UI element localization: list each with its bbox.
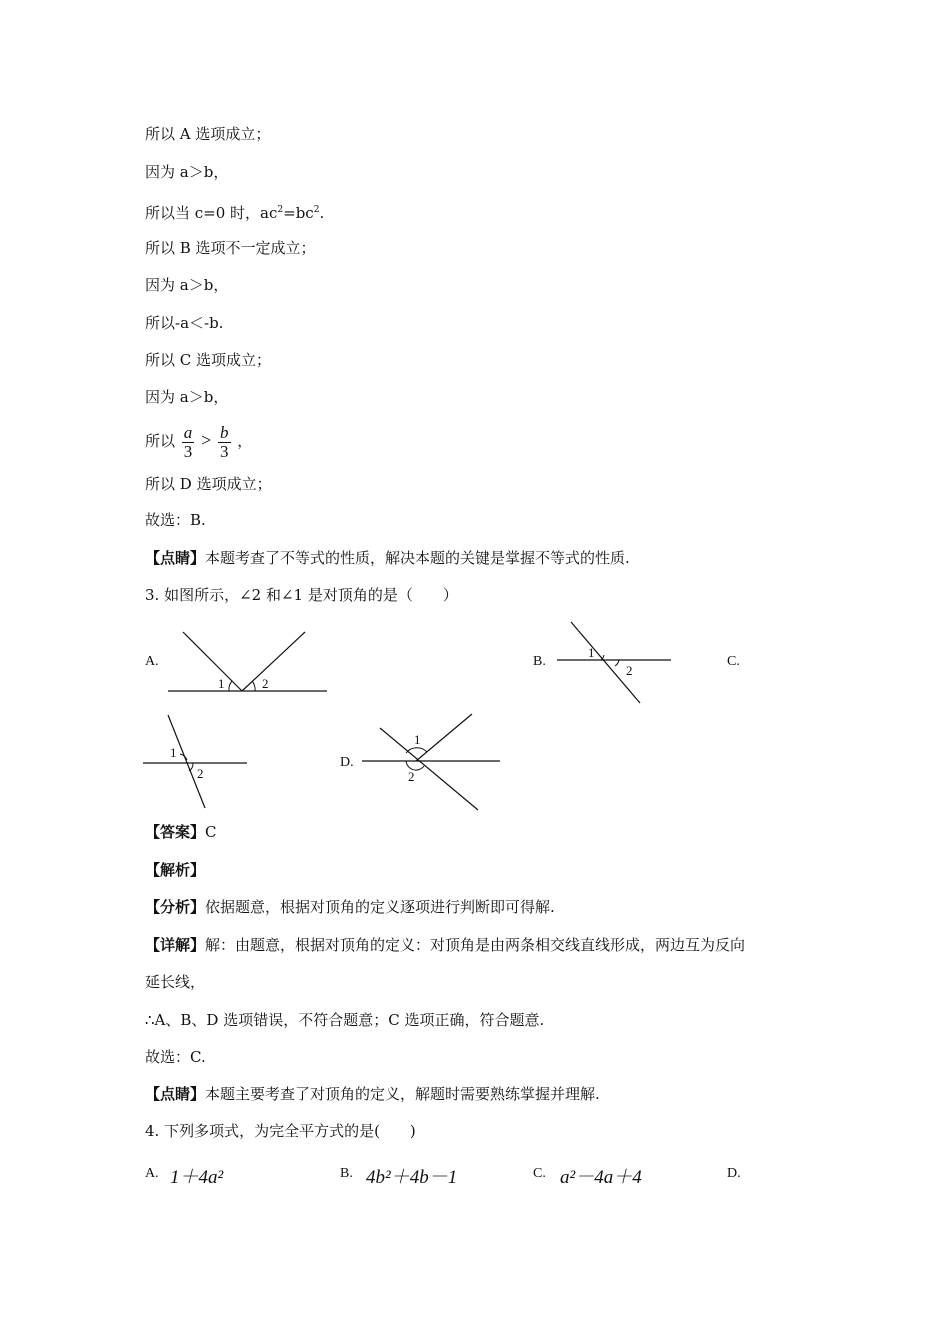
text-line: 故选：C. — [145, 1048, 206, 1066]
text-fragment: 依据题意，根据对顶角的定义逐项进行判断即可得解. — [205, 898, 555, 916]
text-fragment: 解：由题意，根据对顶角的定义：对顶角是由两条相交线直线形成，两边互为反向 — [205, 936, 746, 954]
question-3-stem: 3. 如图所示，∠2 和∠1 是对顶角的是（ ） — [145, 586, 458, 604]
option-a-expression: 1＋4a² — [170, 1167, 224, 1188]
angle-2-label: 2 — [197, 766, 204, 781]
text-line — [145, 935, 745, 955]
text-line: 所以 D 选项成立； — [145, 475, 272, 493]
figure-option-c — [143, 715, 247, 808]
text-fragment: 所以 — [145, 432, 176, 450]
option-b-expression: 4b²＋4b－1 — [366, 1167, 458, 1188]
text-fragment: =bc — [283, 204, 314, 222]
figure-option-a — [168, 632, 327, 691]
denominator: 3 — [220, 441, 229, 461]
text-line: 所以 C 选项成立； — [145, 351, 272, 369]
text-line: 所以 B 选项不一定成立； — [145, 239, 316, 257]
greater-than-sign: > — [201, 430, 212, 450]
text-line: 所以-a＜-b. — [145, 314, 224, 332]
exponent: 2 — [313, 205, 320, 215]
angle-1-label: 1 — [218, 676, 225, 691]
option-d-label: D. — [727, 1166, 741, 1181]
text-line: 所以 A 选项成立； — [145, 125, 271, 143]
angle-1-label: 1 — [170, 745, 177, 760]
text-line: 因为 a＞b， — [145, 388, 229, 406]
text-line — [145, 897, 555, 917]
option-d-label: D. — [340, 755, 354, 770]
section-tag: 【分析】 — [145, 898, 206, 916]
answer-value: C — [205, 823, 217, 841]
text-line: 因为 a＞b， — [145, 163, 229, 181]
exponent: 2 — [277, 205, 284, 215]
section-tag: 【解析】 — [145, 861, 206, 879]
text-line: 因为 a＞b， — [145, 276, 229, 294]
option-a-label: A. — [145, 1166, 159, 1181]
text-fragment: ， — [237, 432, 253, 450]
figure-option-d — [362, 714, 500, 810]
text-fragment: 所以当 c=0 时，ac — [145, 204, 278, 222]
angle-2-label: 2 — [626, 663, 633, 678]
section-tag: 【答案】 — [145, 823, 206, 841]
section-tag: 【详解】 — [145, 936, 206, 954]
text-line: 延长线， — [145, 973, 206, 991]
text-line: 故选：B. — [145, 511, 206, 529]
numerator: a — [183, 422, 193, 442]
text-fragment: 本题主要考查了对顶角的定义，解题时需要熟练掌握并理解. — [205, 1085, 600, 1103]
angle-2-label: 2 — [262, 676, 269, 691]
option-a-label: A. — [145, 654, 159, 669]
option-c-label: C. — [727, 654, 740, 669]
option-c-label: C. — [533, 1166, 546, 1181]
angle-1-label: 1 — [414, 732, 421, 747]
text-fragment: 本题考查了不等式的性质，解决本题的关键是掌握不等式的性质. — [205, 549, 630, 567]
text-fragment: . — [319, 204, 325, 222]
figure-option-b — [557, 622, 671, 703]
angle-1-label: 1 — [588, 645, 595, 660]
question-4-stem: 4. 下列多项式，为完全平方式的是( ) — [145, 1122, 416, 1140]
text-line — [145, 1084, 600, 1104]
answer-line — [145, 822, 217, 842]
angle-2-label: 2 — [408, 769, 415, 784]
option-c-expression: a²－4a＋4 — [560, 1167, 642, 1188]
section-tag: 【点睛】 — [145, 1085, 206, 1103]
denominator: 3 — [183, 441, 193, 461]
option-b-label: B. — [533, 654, 546, 669]
option-b-label: B. — [340, 1166, 353, 1181]
text-line: ∴A、B、D 选项错误，不符合题意；C 选项正确，符合题意. — [145, 1011, 545, 1029]
numerator: b — [220, 422, 229, 442]
section-tag: 【点睛】 — [145, 549, 206, 567]
